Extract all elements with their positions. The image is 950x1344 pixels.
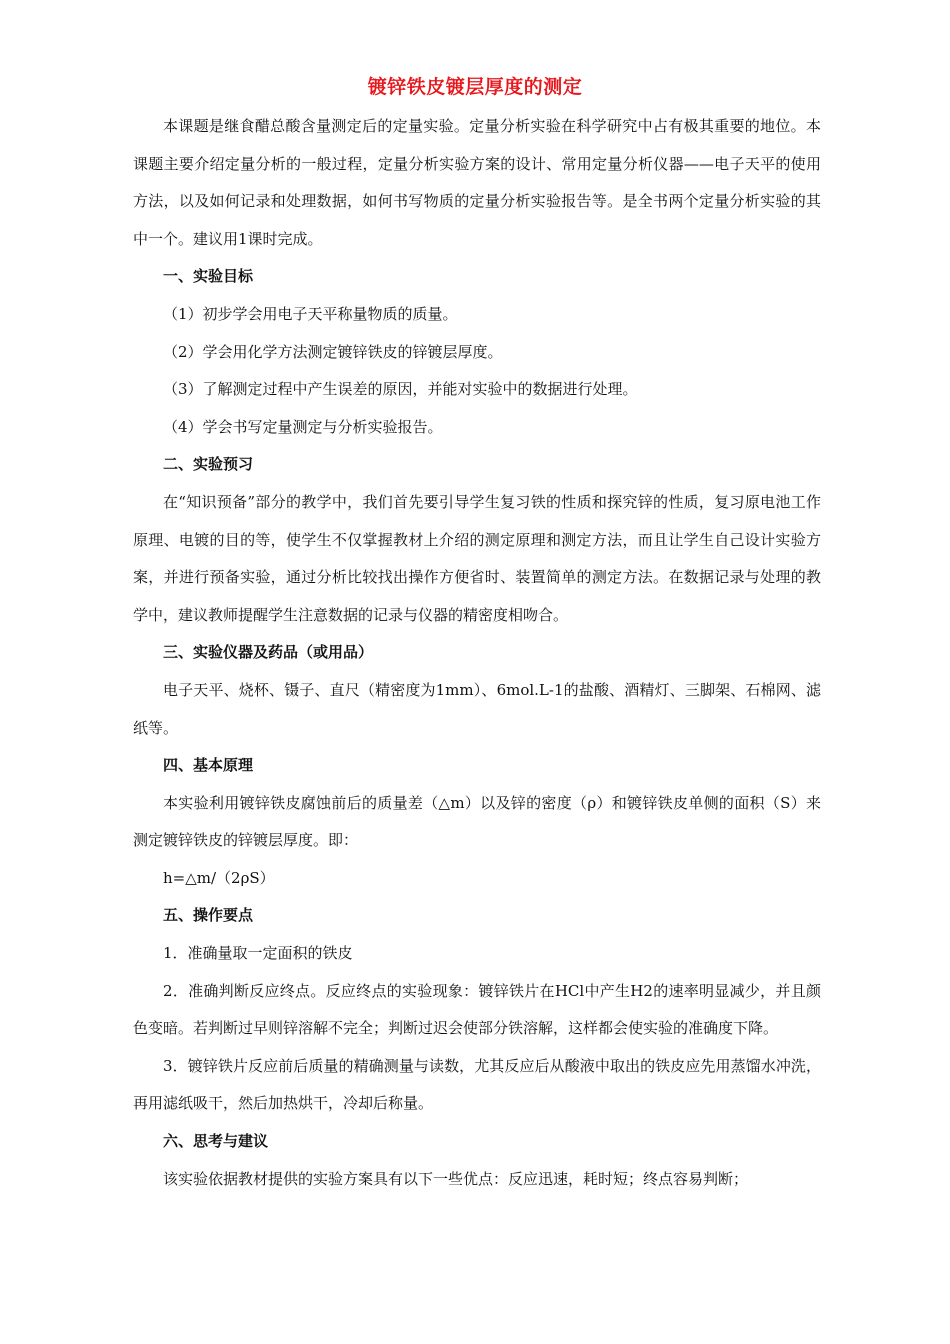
key-point-paragraph: 2．准确判断反应终点。反应终点的实验现象：镀锌铁片在HCl中产生H2的速率明显减少，并且颜色变暗。若判断过早则锌溶解不完全；判断过迟会使部分铁溶解，这样都会使实验的准确度下降。 [133, 981, 821, 1038]
intro-paragraph: 本课题是继食醋总酸含量测定后的定量实验。定量分析实验在科学研究中占有极其重要的地位。本课题主要介绍定量分析的一般过程，定量分析实验方案的设计、常用定量分析仪器——电子天平的使用方法，以及如何记录和处理数据，如何书写物质的定量分析实验报告等。是全书两个定量分析实验的其中一个。建议用1课时完成。 [133, 117, 821, 248]
section-heading-goals: 一、实验目标 [163, 267, 254, 286]
principle-paragraph: 本实验利用镀锌铁皮腐蚀前后的质量差（△m）以及锌的密度（ρ）和镀锌铁皮单侧的面积（S）来测定镀锌铁皮的锌镀层厚度。即： [133, 793, 821, 850]
goal-item: （1）初步学会用电子天平称量物质的质量。 [163, 304, 458, 323]
instruments-paragraph: 电子天平、烧杯、镊子、直尺（精密度为1mm）、6mol.L-1的盐酸、酒精灯、三脚架、石棉网、滤纸等。 [133, 680, 821, 737]
section-heading-reflection: 六、思考与建议 [163, 1132, 269, 1151]
goal-item: （3）了解测定过程中产生误差的原因，并能对实验中的数据进行处理。 [163, 380, 638, 399]
section-heading-principle: 四、基本原理 [163, 756, 254, 775]
thickness-formula: h=△m/（2ρS） [163, 868, 275, 887]
section-heading-instruments: 三、实验仪器及药品（或用品） [163, 643, 374, 662]
section-heading-preview: 二、实验预习 [163, 455, 254, 474]
preview-paragraph: 在“知识预备”部分的教学中，我们首先要引导学生复习铁的性质和探究锌的性质，复习原电池工作原理、电镀的目的等，使学生不仅掌握教材上介绍的测定原理和测定方法，而且让学生自己设计实验方案，并进行预备实验，通过分析比较找出操作方便省时、装置简单的测定方法。在数据记录与处理的教学中，建议教师提醒学生注意数据的记录与仪器的精密度相吻合。 [133, 492, 821, 624]
goal-item: （4）学会书写定量测定与分析实验报告。 [163, 417, 443, 436]
document-body [133, 108, 821, 1198]
reflection-paragraph: 该实验依据教材提供的实验方案具有以下一些优点：反应迅速，耗时短；终点容易判断； [163, 1169, 749, 1188]
key-point-paragraph: 3．镀锌铁片反应前后质量的精确测量与读数，尤其反应后从酸液中取出的铁皮应先用蒸馏水冲洗，再用滤纸吸干，然后加热烘干，冷却后称量。 [133, 1056, 821, 1113]
section-heading-key-points: 五、操作要点 [163, 906, 254, 925]
goal-item: （2）学会用化学方法测定镀锌铁皮的锌镀层厚度。 [163, 342, 503, 361]
page-title: 镀锌铁皮镀层厚度的测定 [367, 76, 583, 98]
key-point-paragraph: 1．准确量取一定面积的铁皮 [163, 944, 353, 963]
